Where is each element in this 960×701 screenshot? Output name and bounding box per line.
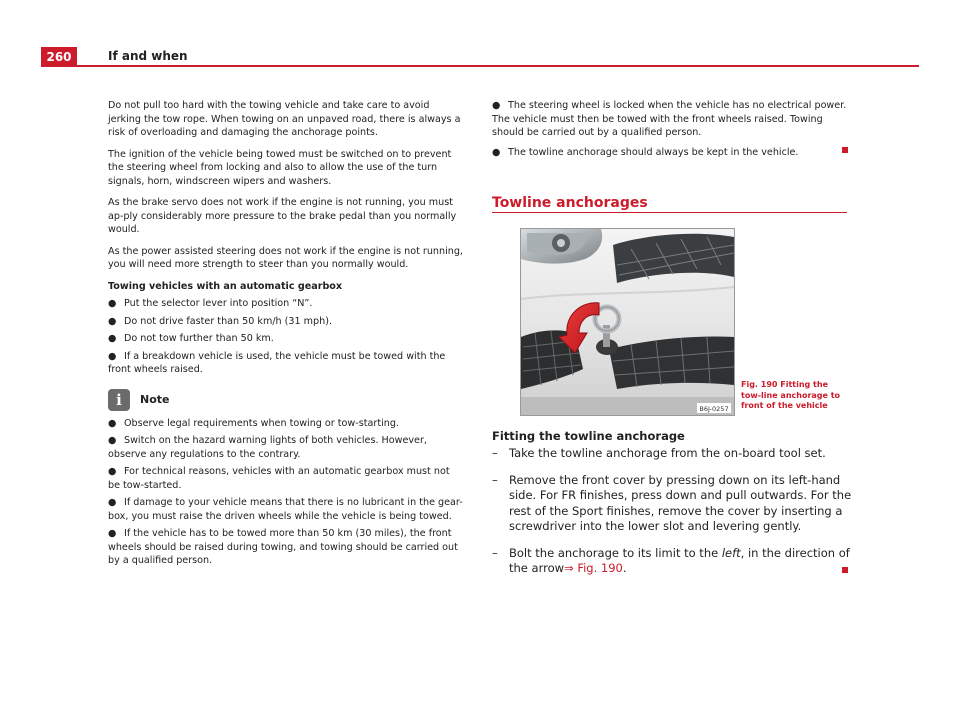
bullet-icon: ● [108, 497, 117, 508]
towline-anchorage-figure [520, 228, 735, 416]
list-item: ● Do not drive faster than 50 km/h (31 mph). [108, 315, 332, 327]
end-marker [842, 567, 848, 573]
note-item: ● Observe legal requirements when towing or tow-starting. [108, 417, 399, 429]
bullet-icon: ● [108, 466, 117, 477]
subheading: Towing vehicles with an automatic gearbox [108, 280, 343, 292]
dash-icon: – [492, 472, 498, 487]
bullet-icon: ● [108, 528, 117, 539]
bullet-icon: ● [108, 333, 117, 344]
note-title: Note [140, 392, 170, 406]
left-column [108, 99, 464, 572]
figure-caption: Fig. 190 Fitting the tow-line anchorage to front of the vehicle [741, 380, 841, 410]
list-item: ● The steering wheel is locked when the vehicle has no electrical power. The vehicle must then be towed with the front wheels raised. Towing should be carried out by a qualified person. [492, 100, 847, 138]
bullet-icon: ● [492, 146, 501, 158]
bullet-icon: ● [108, 417, 117, 429]
list-item: ● Put the selector lever into position “N”. [108, 298, 313, 309]
bullet-icon: ● [108, 298, 117, 309]
list-item: ● The towline anchorage should always be kept in the vehicle. [492, 146, 799, 158]
end-marker [842, 147, 848, 153]
paragraph: The ignition of the vehicle being towed must be switched on to prevent the steering wheel from locking and also to allow the use of the turn signals, horn, windscreen wipers and washers. [108, 148, 452, 187]
step-item: – Remove the front cover by pressing down on its left-hand side. For FR finishes, press down and pull outwards. For the rest of the Sport finishes, remove the cover by inserting a screwdriver into the lower slot and levering gently. [492, 472, 852, 533]
note-header [108, 389, 464, 411]
info-icon: i [108, 389, 130, 411]
section-title: Towline anchorages [492, 195, 648, 211]
figure-code: B6J-0257 [699, 405, 729, 413]
step-item: – Bolt the anchorage to its limit to the left, in the direction of the arrow⇒ Fig. 190. [492, 545, 850, 575]
list-item: ● Do not tow further than 50 km. [108, 333, 274, 344]
paragraph: As the power assisted steering does not work if the engine is not running, you will need more strength to steer than you normally would. [108, 245, 463, 270]
subsection-title: Fitting the towline anchorage [492, 429, 685, 443]
page-number: 260 [41, 47, 77, 67]
step-item: – Take the towline anchorage from the on-board tool set. [492, 446, 826, 460]
note-item: ● For technical reasons, vehicles with an automatic gearbox must not be tow-started. [108, 466, 450, 491]
note-item: ● Switch on the hazard warning lights of both vehicles. However, observe any regulations to the contrary. [108, 435, 427, 460]
steps-list [492, 446, 852, 588]
note-item: ● If the vehicle has to be towed more than 50 km (30 miles), the front wheels should be raised during towing, and towing should be carried out by a qualified person. [108, 528, 458, 566]
right-column [492, 99, 848, 163]
paragraph: Do not pull too hard with the towing vehicle and take care to avoid jerking the tow rope. When towing on an unpaved road, there is always a risk of overloading and damaging the anchorage points. [108, 100, 461, 138]
dash-icon: – [492, 446, 498, 460]
chapter-title: If and when [108, 49, 188, 63]
dash-icon: – [492, 545, 498, 560]
page-header [41, 47, 919, 67]
header-rule [77, 65, 919, 67]
figure-reference-link[interactable]: ⇒ Fig. 190 [564, 561, 623, 575]
paragraph: As the brake servo does not work if the engine is not running, you must ap-ply considerably more pressure to the brake pedal than you normally would. [108, 197, 457, 235]
list-item: ● If a breakdown vehicle is used, the vehicle must be towed with the front wheels raised. [108, 350, 446, 375]
bullet-icon: ● [108, 435, 117, 446]
bullet-icon: ● [108, 315, 117, 327]
bullet-icon: ● [492, 100, 501, 111]
bullet-icon: ● [108, 350, 117, 362]
section-rule [492, 212, 847, 213]
note-item: ● If damage to your vehicle means that there is no lubricant in the gear-box, you must raise the driven wheels while the vehicle is being towed. [108, 497, 463, 522]
